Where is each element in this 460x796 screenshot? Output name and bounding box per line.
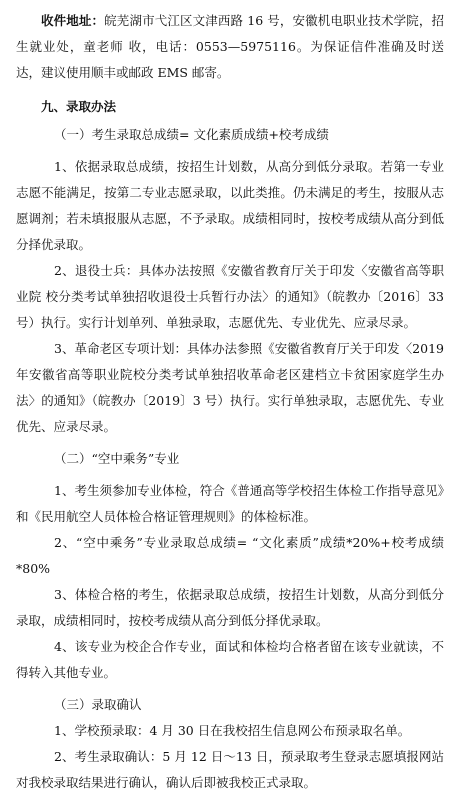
subsection-heading-confirmation: （三）录取确认 [54, 697, 142, 712]
subsection-heading-total-score: （一）考生录取总成绩= 文化素质成绩+校考成绩 [54, 127, 329, 142]
section-title-admission-method: 九、录取办法 [41, 99, 117, 114]
paragraph-admission-rule-1: 1、依据录取总成绩，按招生计划数，从高分到低分录取。若第一专业志愿不能满足，按第二专业志愿录取，以此类推。仍未满足的考生，按服从志愿调剂；若未填报服从志愿，不予录取。成绩相同时，按校考成绩从高分到低分择优录取。 [16, 159, 444, 252]
paragraph-school-enterprise: 4、该专业为校企合作专业，面试和体检均合格者留在该专业就读，不得转入其他专业。 [16, 639, 444, 680]
subsection-heading-flight-attendant: （二）“空中乘务”专业 [54, 451, 180, 466]
paragraph-revolutionary-area-plan: 3、革命老区专项计划：具体办法参照《安徽省教育厅关于印发〈2019 年安徽省高等职业院校分类考试单独招收革命老区建档立卡贫困家庭学生办法〉的通知》（皖教办〔2019〕3 号）执行。实行单独录取，志愿优先、专业优先、应录尽录。 [16, 341, 444, 434]
paragraph-veteran-rule: 2、退役士兵：具体办法按照《安徽省教育厅关于印发〈安徽省高等职业院 校分类考试单独招收退役士兵暂行办法〉的通知》（皖教办〔2016〕33 号）执行。实行计划单列、单独录取，志愿优先、专业优先、应录尽录。 [16, 263, 444, 330]
mail-address-text: 皖芜湖市弋江区文津西路 16 号，安徽机电职业技术学院，招生就业处，童老师 收，电话：0553—5975116。为保证信件准确及时送达，建议使用顺丰或邮政 EMS 邮寄。 [16, 13, 444, 80]
paragraph-pre-admission: 1、学校预录取：4 月 30 日在我校招生信息网公布预录取名单。 [54, 723, 411, 738]
paragraph-admission-confirmation: 2、考生录取确认：5 月 12 日～13 日，预录取考生登录志愿填报网站对我校录取结果进行确认，确认后即被我校正式录取。 [16, 749, 444, 790]
paragraph-flight-total-score: 2、“空中乘务”专业录取总成绩= “文化素质”成绩*20%+校考成绩*80% [16, 535, 444, 576]
mail-address-label: 收件地址： [41, 13, 105, 28]
paragraph-flight-admission: 3、体检合格的考生，依据录取总成绩，按招生计划数，从高分到低分录取，成绩相同时，按校考成绩从高分到低分择优录取。 [16, 587, 444, 628]
mail-address-paragraph [16, 8, 444, 86]
paragraph-physical-exam: 1、考生须参加专业体检，符合《普通高等学校招生体检工作指导意见》和《民用航空人员体检合格证管理规则》的体检标准。 [16, 483, 444, 524]
